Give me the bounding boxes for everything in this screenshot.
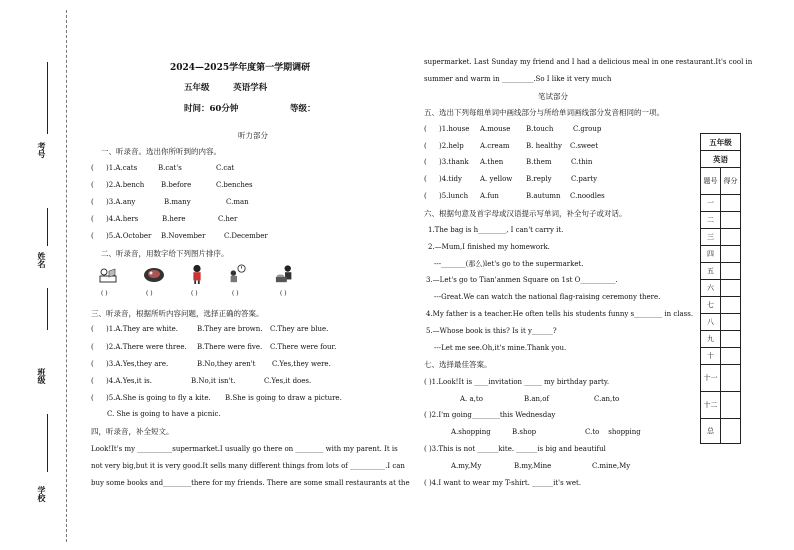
s7-q3-c: C.mine,My <box>592 462 631 470</box>
exam-time: 时间：60分钟 <box>184 104 239 114</box>
picture-4-blank: ( ) <box>232 290 239 297</box>
s6-line-2: 2.—Mum,I finished my homework. <box>428 243 550 251</box>
s6-title: 六、根据句意及首字母或汉语提示写单词，补全句子或对话。 <box>424 209 627 218</box>
picture-1-blank: ( ) <box>101 290 108 297</box>
exam-number-line <box>47 62 48 134</box>
score-cell[interactable] <box>721 229 741 246</box>
name-line <box>47 208 48 246</box>
score-cell[interactable] <box>721 348 741 365</box>
score-row-label: 七 <box>701 297 721 314</box>
score-row-label: 十二 <box>701 392 721 419</box>
s5-title: 五、选出下列每组单词中画线部分与所给单词画线部分发音相同的一项。 <box>424 108 664 117</box>
s7-q4: ( )4.I want to wear my T-shirt. ______it's wet. <box>424 479 582 487</box>
exam-title: 2024—2025学年度第一学期调研 <box>170 63 311 73</box>
s7-q2: ( )2.I'm going________this Wednesday <box>424 411 556 419</box>
score-table-col-score: 得分 <box>721 168 741 195</box>
score-row-label: 二 <box>701 212 721 229</box>
s7-q1-c: C.an,to <box>594 395 620 403</box>
s6-line-6: 4.My father is a teacher.He often tells his students funny s________ in class. <box>426 310 694 318</box>
score-cell[interactable] <box>721 392 741 419</box>
listening-heading: 听力部分 <box>238 131 268 140</box>
score-table-col-question: 题号 <box>701 168 721 195</box>
score-row-label: 总 <box>701 419 721 444</box>
picture-3-blank: ( ) <box>191 290 198 297</box>
s7-q2-c: C.to shopping <box>585 428 641 436</box>
binding-dashed-line <box>66 10 67 542</box>
s7-q1: ( )1.Look!It is ____invitation _____ my birthday party. <box>424 378 610 386</box>
written-heading: 笔试部分 <box>538 92 568 101</box>
school-label: 学校 <box>37 486 46 502</box>
s7-q2-b: B.shop <box>512 428 537 436</box>
picture-boy-reading-icon <box>97 266 119 286</box>
picture-2-blank: ( ) <box>146 290 153 297</box>
picture-5-blank: ( ) <box>280 290 287 297</box>
s6-line-7: 5.—Whose book is this? Is it y______? <box>426 327 557 335</box>
score-row-label: 四 <box>701 246 721 263</box>
s6-line-3: ---_______(那么)let's go to the supermarket. <box>434 260 584 268</box>
score-cell[interactable] <box>721 331 741 348</box>
score-cell[interactable] <box>721 280 741 297</box>
s6-line-8: ---Let me see.Oh,it's mine.Thank you. <box>434 344 567 352</box>
score-cell[interactable] <box>721 263 741 280</box>
s7-q3: ( )3.This is not ______kite. ______is big and beautiful <box>424 445 606 453</box>
s4-line-1: Look!It's my __________supermarket.I usually go there on ________ with my parent. It is <box>91 445 398 453</box>
score-row-label: 十一 <box>701 365 721 392</box>
score-table-subject: 英语 <box>701 151 741 168</box>
s4-line-2: not very big,but it is very good.It sells many different things from lots of __________.I can <box>91 462 405 470</box>
s7-q3-b: B.my,Mine <box>514 462 552 470</box>
score-row-label: 五 <box>701 263 721 280</box>
score-row-label: 九 <box>701 331 721 348</box>
score-cell[interactable] <box>721 195 741 212</box>
s4-title: 四，听录音，补全短文。 <box>91 427 174 436</box>
picture-food-plate-icon <box>143 264 165 284</box>
score-row-label: 十 <box>701 348 721 365</box>
picture-clock-boy-icon <box>226 264 248 284</box>
s4-line-3: buy some books and________there for my friends. There are some small restaurants at the <box>91 479 410 487</box>
s7-title: 七、选择最佳答案。 <box>424 360 492 369</box>
s1-title: 一、听录音。选出你所听到的内容。 <box>101 147 221 156</box>
s4-line-4: supermarket. Last Sunday my friend and I had a delicious meal in one restaurant.It's cool in <box>424 58 753 66</box>
picture-girl-icon <box>186 264 208 284</box>
s3-item-5-option-c: C. She is going to have a picnic. <box>107 410 221 418</box>
picture-cooking-icon <box>274 264 296 284</box>
score-row-label: 三 <box>701 229 721 246</box>
name-line-2 <box>47 288 48 330</box>
s7-q2-a: A.shopping <box>451 428 491 436</box>
class-label: 班级 <box>37 368 46 384</box>
score-cell[interactable] <box>721 419 741 444</box>
score-row-label: 六 <box>701 280 721 297</box>
exam-level: 等级： <box>290 104 316 114</box>
s7-q1-b: B.an,of <box>524 395 550 403</box>
s7-q3-a: A.my,My <box>451 462 482 470</box>
score-cell[interactable] <box>721 297 741 314</box>
score-cell[interactable] <box>721 246 741 263</box>
s7-q1-a: A. a,to <box>460 395 483 403</box>
score-cell[interactable] <box>721 212 741 229</box>
s4-line-5: summer and warm in _________.So I like it very much <box>424 75 612 83</box>
class-line <box>47 414 48 472</box>
s6-line-1: 1.The bag is h________, I can't carry it. <box>428 226 564 234</box>
score-row-label: 八 <box>701 314 721 331</box>
score-table-grade: 五年级 <box>701 134 741 151</box>
s2-title: 二、听录音，用数字给下列图片排序。 <box>101 249 229 258</box>
s6-line-5: ---Great.We can watch the national flag-raising ceremony there. <box>434 293 661 301</box>
score-table <box>700 133 741 444</box>
s3-title: 三、听录音，根据所听内容问题，选择正确的答案。 <box>91 309 264 318</box>
score-row-label: 一 <box>701 195 721 212</box>
exam-number-label: 考号 <box>37 142 46 158</box>
score-cell[interactable] <box>721 314 741 331</box>
name-label: 姓名 <box>37 252 46 268</box>
s6-line-4: 3.—Let's go to Tian'anmen Square on 1st O__________. <box>426 276 618 284</box>
score-cell[interactable] <box>721 365 741 392</box>
grade-subject: 五年级 英语学科 <box>184 83 268 93</box>
